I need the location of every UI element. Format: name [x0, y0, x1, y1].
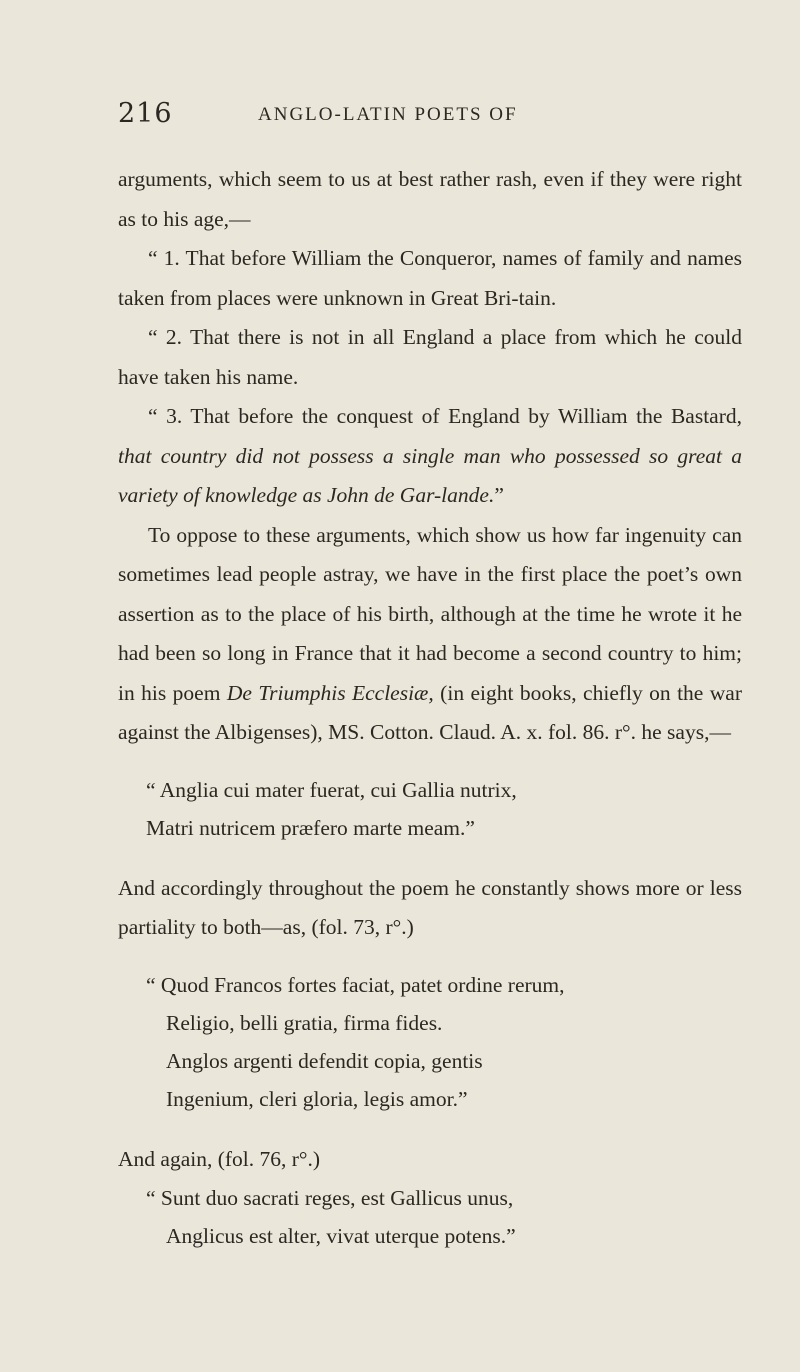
verse-line: “ Anglia cui mater fuerat, cui Gallia nutrix,	[146, 777, 517, 802]
verse-line: Anglos argenti defendit copia, gentis	[166, 1048, 483, 1073]
argument-item-3-italic: that country did not possess a single man who possessed so great a variety of knowledge as John de Gar-lande.	[118, 443, 742, 507]
paragraph-rebuttal	[118, 516, 742, 753]
argument-item-3-lead: “ 3. That before the conquest of England by William the Bastard,	[148, 404, 742, 428]
page-number: 216	[118, 98, 173, 129]
argument-item-1: “ 1. That before William the Conqueror, names of family and names taken from places were unknown in Great Bri-tain.	[118, 246, 742, 310]
verse-quote-2	[118, 966, 742, 1118]
paragraph-partiality: And accordingly throughout the poem he constantly shows more or less partiality to both—as, (fol. 73, r°.)	[118, 875, 742, 939]
paragraph-arguments-intro: arguments, which seem to us at best rather rash, even if they were right as to his age,—	[118, 167, 742, 231]
verse-line: Ingenium, cleri gloria, legis amor.”	[166, 1086, 468, 1111]
verse-line: “ Quod Francos fortes faciat, patet ordine rerum,	[146, 972, 565, 997]
paragraph-rebuttal-part1: To oppose to these arguments, which show us how far ingenuity can sometimes lead people astray, we have in the first place the poet’s own assertion as to the place of his birth, although at the time he wrote it he had been so long in France that it had become a second country to him; in his poem	[118, 522, 742, 705]
argument-item-3	[118, 397, 742, 516]
page-header	[118, 98, 740, 138]
verse-line: Matri nutricem præfero marte meam.”	[146, 815, 475, 840]
verse-line: “ Sunt duo sacrati reges, est Gallicus unus,	[146, 1186, 514, 1210]
verse-quote-3	[118, 1179, 742, 1255]
verse-line: Religio, belli gratia, firma fides.	[166, 1010, 443, 1035]
paragraph-again: And again, (fol. 76, r°.)	[118, 1146, 321, 1171]
argument-item-2: “ 2. That there is not in all England a place from which he could have taken his name.	[118, 325, 742, 389]
verse-quote-1	[118, 771, 742, 847]
page-body	[118, 160, 742, 1255]
paragraph-rebuttal-part2: (in eight books, chiefly on the war against the Albigenses), MS. Cotton. Claud. A. x. fol. 86. r°. he says,—	[118, 680, 742, 744]
running-head: ANGLO-LATIN POETS OF	[258, 104, 518, 125]
verse-line: Anglicus est alter, vivat uterque potens.”	[166, 1224, 516, 1248]
argument-item-3-close: ”	[494, 483, 504, 507]
poem-title: De Triumphis Ecclesiæ,	[226, 680, 434, 705]
